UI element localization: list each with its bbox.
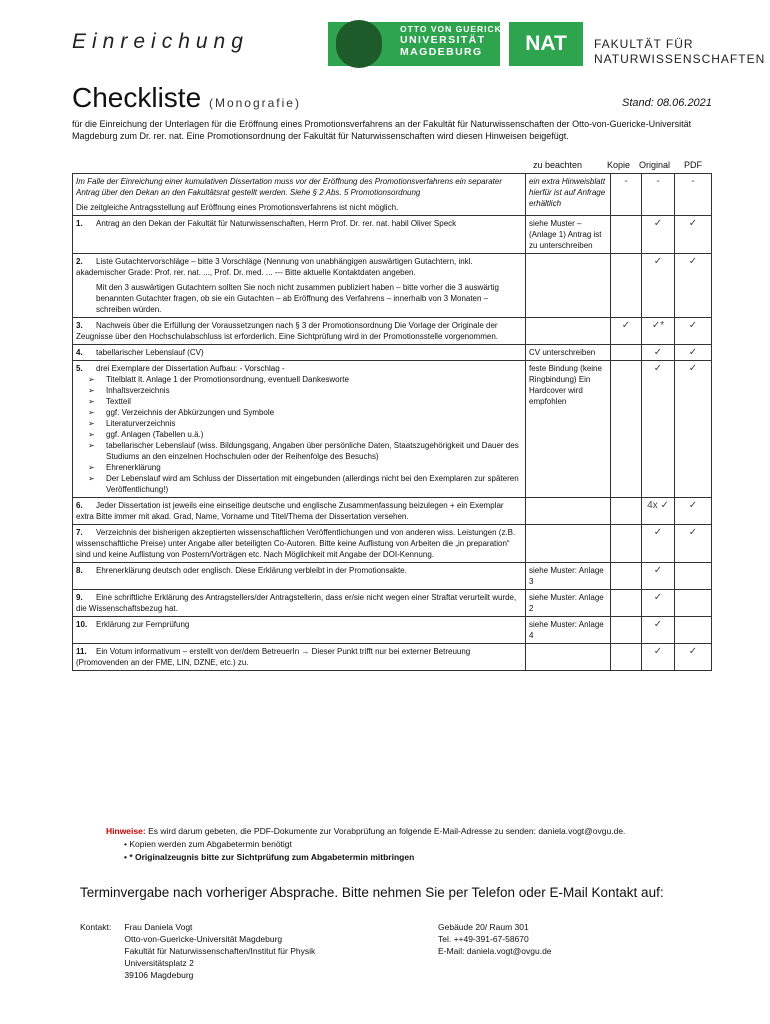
table-row <box>73 644 712 671</box>
row-number: 11. <box>76 647 87 656</box>
kontakt-l2: Otto-von-Guericke-Universität Magdeburg <box>124 934 283 944</box>
row-text <box>73 318 526 345</box>
row-kopie: - <box>611 174 642 216</box>
kontakt-r2: Tel. ++49-391-67-58670 <box>438 934 529 944</box>
faculty-line-2: NATURWISSENSCHAFTEN <box>594 52 766 66</box>
row-note: siehe Muster: Anlage 2 <box>526 590 611 617</box>
row-note <box>526 254 611 318</box>
row-text <box>73 498 526 525</box>
row-note: siehe Muster: Anlage 4 <box>526 617 611 644</box>
list-item: ➢ Der Lebenslauf wird am Schluss der Dissertation mit eingebunden (allerdings nicht bei den Exemplaren zur späteren Veröffentlichung!) <box>106 473 522 495</box>
col-zu-beachten: zu beachten <box>533 160 583 170</box>
intro-text: für die Einreichung der Unterlagen für die Eröffnung eines Promotionsverfahrens an der Fakultät für Naturwissenschaften der Otto-von-Guericke-Universität Magdeburg zum Dr. rer. nat. Eine Promotionsordnung der Fakultät für Naturwissenschaften wird diesen Hinweisen beigefügt. <box>72 119 692 141</box>
row-number: 1. <box>76 219 83 228</box>
subtitle: (Monografie) <box>208 96 301 110</box>
row-main-text: Erklärung zur Fernprüfung <box>96 620 190 629</box>
nat-logo: NAT <box>509 22 583 66</box>
row-kopie <box>611 361 642 498</box>
list-item: ➢ Inhaltsverzeichnis <box>106 385 522 396</box>
row-kopie <box>611 563 642 590</box>
row-original: ✓ <box>642 216 675 254</box>
row-kopie: ✓ <box>611 318 642 345</box>
row-kopie <box>611 254 642 318</box>
row-original: ✓ <box>642 345 675 361</box>
row-kopie <box>611 216 642 254</box>
row-text <box>73 216 526 254</box>
row-main-text: Nachweis über die Erfüllung der Voraussetzungen nach § 3 der Promotionsordnung Die Vorlage der Originale der Zeugnisse über den Hochschulabschluss ist erforderlich. Eine Sichtprüfung wird in der Promotionsstelle vorgenommen. <box>76 321 498 341</box>
logo-line-3: MAGDEBURG <box>400 46 483 58</box>
kontakt-r1: Gebäude 20/ Raum 301 <box>438 922 529 932</box>
page-title <box>72 82 301 114</box>
faculty-line-1: FAKULTÄT FÜR <box>594 37 694 51</box>
faculty-name <box>594 37 765 67</box>
list-item: ➢ ggf. Verzeichnis der Abkürzungen und Symbole <box>106 407 522 418</box>
row-main-text: Im Falle der Einreichung einer kumulativen Dissertation muss vor der Eröffnung des Promotionsverfahrens ein separater Antrag über den Dekan an den Fakultätsrat gestellt werden. Siehe § 2 Abs. 5 Promotionsordnung <box>76 177 502 197</box>
row-note: feste Bindung (keine Ringbindung) Ein Hardcover wird empfohlen <box>526 361 611 498</box>
list-item: ➢ Titelblatt lt. Anlage 1 der Promotionsordnung, eventuell Dankesworte <box>106 374 522 385</box>
row-number: 4. <box>76 348 83 357</box>
row-main-text: Antrag an den Dekan der Fakultät für Naturwissenschaften, Herrn Prof. Dr. rer. nat. habil Oliver Speck <box>96 219 457 228</box>
row-text <box>73 563 526 590</box>
row-pdf: ✓ <box>675 345 712 361</box>
row-main-text: Ehrenerklärung deutsch oder englisch. Diese Erklärung verbleibt in der Promotionsakte. <box>96 566 407 575</box>
col-pdf: PDF <box>684 160 702 170</box>
row-number: 9. <box>76 593 83 602</box>
row-pdf: ✓ <box>675 644 712 671</box>
row-text <box>73 345 526 361</box>
kontakt-r3: E-Mail: daniela.vogt@ovgu.de <box>438 946 552 956</box>
row-extra-text: Mit den 3 auswärtigen Gutachtern sollten Sie noch nicht zusammen publiziert haben – bitte vorher die 3 auswärtig benannten Gutachter fragen, ob sie ein Gutachten – ab Eröffnung des Verfahrens – innerhalb von 3 Monaten – schreiben würden. <box>96 283 499 314</box>
row-main-text: drei Exemplare der Dissertation Aufbau: - Vorschlag - <box>96 364 285 373</box>
row-kopie <box>611 590 642 617</box>
row-number: 8. <box>76 566 83 575</box>
table-row <box>73 345 712 361</box>
header-einreichung: Einreichung <box>72 30 249 53</box>
hinweis-b1: • Kopien werden zum Abgabetermin benötigt <box>124 839 292 849</box>
university-logo-text <box>400 24 508 58</box>
row-note: ein extra Hinweisblatt hierfür ist auf Anfrage erhältlich <box>526 174 611 216</box>
row-original: ✓ <box>642 254 675 318</box>
row-kopie <box>611 345 642 361</box>
row-main-text: Jeder Dissertation ist jeweils eine einseitige deutsche und englische Zusammenfassung beizulegen + ein Exemplar extra Bitte immer mit akad. Grad, Name, Vorname und Titel/Thema der Dissertation versehen. <box>76 501 504 521</box>
row-note <box>526 525 611 563</box>
row-text <box>73 590 526 617</box>
row-original: - <box>642 174 675 216</box>
list-item: ➢ ggf. Anlagen (Tabellen u.ä.) <box>106 429 522 440</box>
table-row <box>73 174 712 216</box>
title-text: Checkliste <box>72 82 202 113</box>
row-number: 6. <box>76 501 83 510</box>
row-kopie <box>611 644 642 671</box>
row-pdf: ✓ <box>675 361 712 498</box>
row-pdf: ✓ <box>675 525 712 563</box>
col-kopie: Kopie <box>607 160 631 170</box>
row-kopie <box>611 525 642 563</box>
row-pdf <box>675 590 712 617</box>
table-row <box>73 525 712 563</box>
guericke-portrait-icon <box>336 20 382 68</box>
row-original: ✓ <box>642 617 675 644</box>
table-row <box>73 563 712 590</box>
col-original: Original <box>639 160 671 170</box>
row-original: 4x ✓ <box>642 498 675 525</box>
kontakt-l4: Universitätsplatz 2 <box>124 958 194 968</box>
row-text <box>73 525 526 563</box>
kontakt-label: Kontakt: <box>80 922 112 932</box>
hinweis-b2: • * Originalzeugnis bitte zur Sichtprüfung zum Abgabetermin mitbringen <box>124 852 415 862</box>
bullet-list <box>76 374 522 495</box>
table-row <box>73 361 712 498</box>
kontakt-l3: Fakultät für Naturwissenschaften/Institut für Physik <box>124 946 316 956</box>
row-extra-text: Die zeitgleiche Antragsstellung auf Eröffnung eines Promotionsverfahrens ist nicht möglich. <box>76 203 399 212</box>
hinweis-label: Hinweise: <box>106 826 146 836</box>
row-number: 5. <box>76 364 83 373</box>
row-pdf: ✓ <box>675 498 712 525</box>
row-original: ✓ <box>642 563 675 590</box>
list-item: ➢ Literaturverzeichnis <box>106 418 522 429</box>
row-text <box>73 617 526 644</box>
row-original: ✓ <box>642 525 675 563</box>
row-text <box>73 174 526 216</box>
row-main-text: Liste Gutachtervorschläge – bitte 3 Vorschläge (Nennung von unabhängigen auswärtigen Gutachtern, inkl. akademischer Grade: Prof. rer. nat. ..., Prof. Dr. med. ... --- Bitte aktuelle Kontaktdaten angeben. <box>76 257 473 277</box>
table-row <box>73 617 712 644</box>
hinweis-text: Es wird darum gebeten, die PDF-Dokumente zur Vorabprüfung an folgende E-Mail-Adresse zu senden: daniela.vogt@ovgu.de. <box>148 826 626 836</box>
row-note: CV unterschreiben <box>526 345 611 361</box>
list-item: ➢ Textteil <box>106 396 522 407</box>
row-main-text: Ein Votum informativum – erstellt von der/dem BetreuerIn → Dieser Punkt trifft nur bei externer Betreuung (Promovenden an der FME, LIN, DZNE, etc.) zu. <box>76 647 471 667</box>
row-pdf: ✓ <box>675 254 712 318</box>
logo-line-2: UNIVERSITÄT <box>400 34 486 46</box>
row-text <box>73 254 526 318</box>
row-note: siehe Muster – (Anlage 1) Antrag ist zu unterschreiben <box>526 216 611 254</box>
row-pdf: - <box>675 174 712 216</box>
logo-line-1: OTTO VON GUERICKE <box>400 24 509 34</box>
row-pdf <box>675 563 712 590</box>
table-row <box>73 318 712 345</box>
row-note: siehe Muster: Anlage 3 <box>526 563 611 590</box>
row-number: 7. <box>76 528 83 537</box>
list-item: ➢ Ehrenerklärung <box>106 462 522 473</box>
row-kopie <box>611 498 642 525</box>
row-text <box>73 361 526 498</box>
row-pdf <box>675 617 712 644</box>
row-number: 3. <box>76 321 83 330</box>
kontakt-block <box>80 921 315 981</box>
kontakt-right <box>438 921 552 957</box>
row-number: 2. <box>76 257 83 266</box>
table-row <box>73 498 712 525</box>
kontakt-l1: Frau Daniela Vogt <box>124 922 193 932</box>
row-main-text: Verzeichnis der bisherigen akzeptierten wissenschaftlichen Veröffentlichungen und von anderen wiss. Leistungen (z.B. wissenschaftliche Preise) unter Angabe aller beteiligten Co-Autoren. Bitte keine Auflistung von Arbeiten die „in preparation“ sind und keine Auflistung von Postern/Vorträgen etc. Nach Möglichkeit mit Angabe der DOI-Kennung. <box>76 528 516 559</box>
kontakt-l5: 39106 Magdeburg <box>124 970 194 980</box>
table-row <box>73 216 712 254</box>
row-pdf: ✓ <box>675 318 712 345</box>
row-original: ✓* <box>642 318 675 345</box>
row-main-text: tabellarischer Lebenslauf (CV) <box>96 348 204 357</box>
row-kopie <box>611 617 642 644</box>
row-note <box>526 498 611 525</box>
termin-text: Terminvergabe nach vorheriger Absprache. Bitte nehmen Sie per Telefon oder E-Mail Kontakt auf: <box>80 885 664 900</box>
row-original: ✓ <box>642 644 675 671</box>
row-note <box>526 644 611 671</box>
row-note <box>526 318 611 345</box>
row-main-text: Eine schriftliche Erklärung des Antragstellers/der Antragstellerin, dass er/sie nicht wegen einer Straftat verurteilt wurde, die Wissenschaftsbezug hat. <box>76 593 517 613</box>
row-number: 10. <box>76 620 88 629</box>
row-text <box>73 644 526 671</box>
row-original: ✓ <box>642 590 675 617</box>
date-stand: Stand: 08.06.2021 <box>622 97 712 109</box>
row-pdf: ✓ <box>675 216 712 254</box>
hinweise <box>106 825 712 864</box>
table-row <box>73 254 712 318</box>
checklist-table <box>72 173 712 671</box>
row-original: ✓ <box>642 361 675 498</box>
list-item: ➢ tabellarischer Lebenslauf (wiss. Bildungsgang, Angaben über persönliche Daten, Staatszugehörigkeit und Dauer des Studiums an den einzelnen Hochschulen oder der Reihenfolge des Besuchs) <box>106 440 522 462</box>
table-row <box>73 590 712 617</box>
